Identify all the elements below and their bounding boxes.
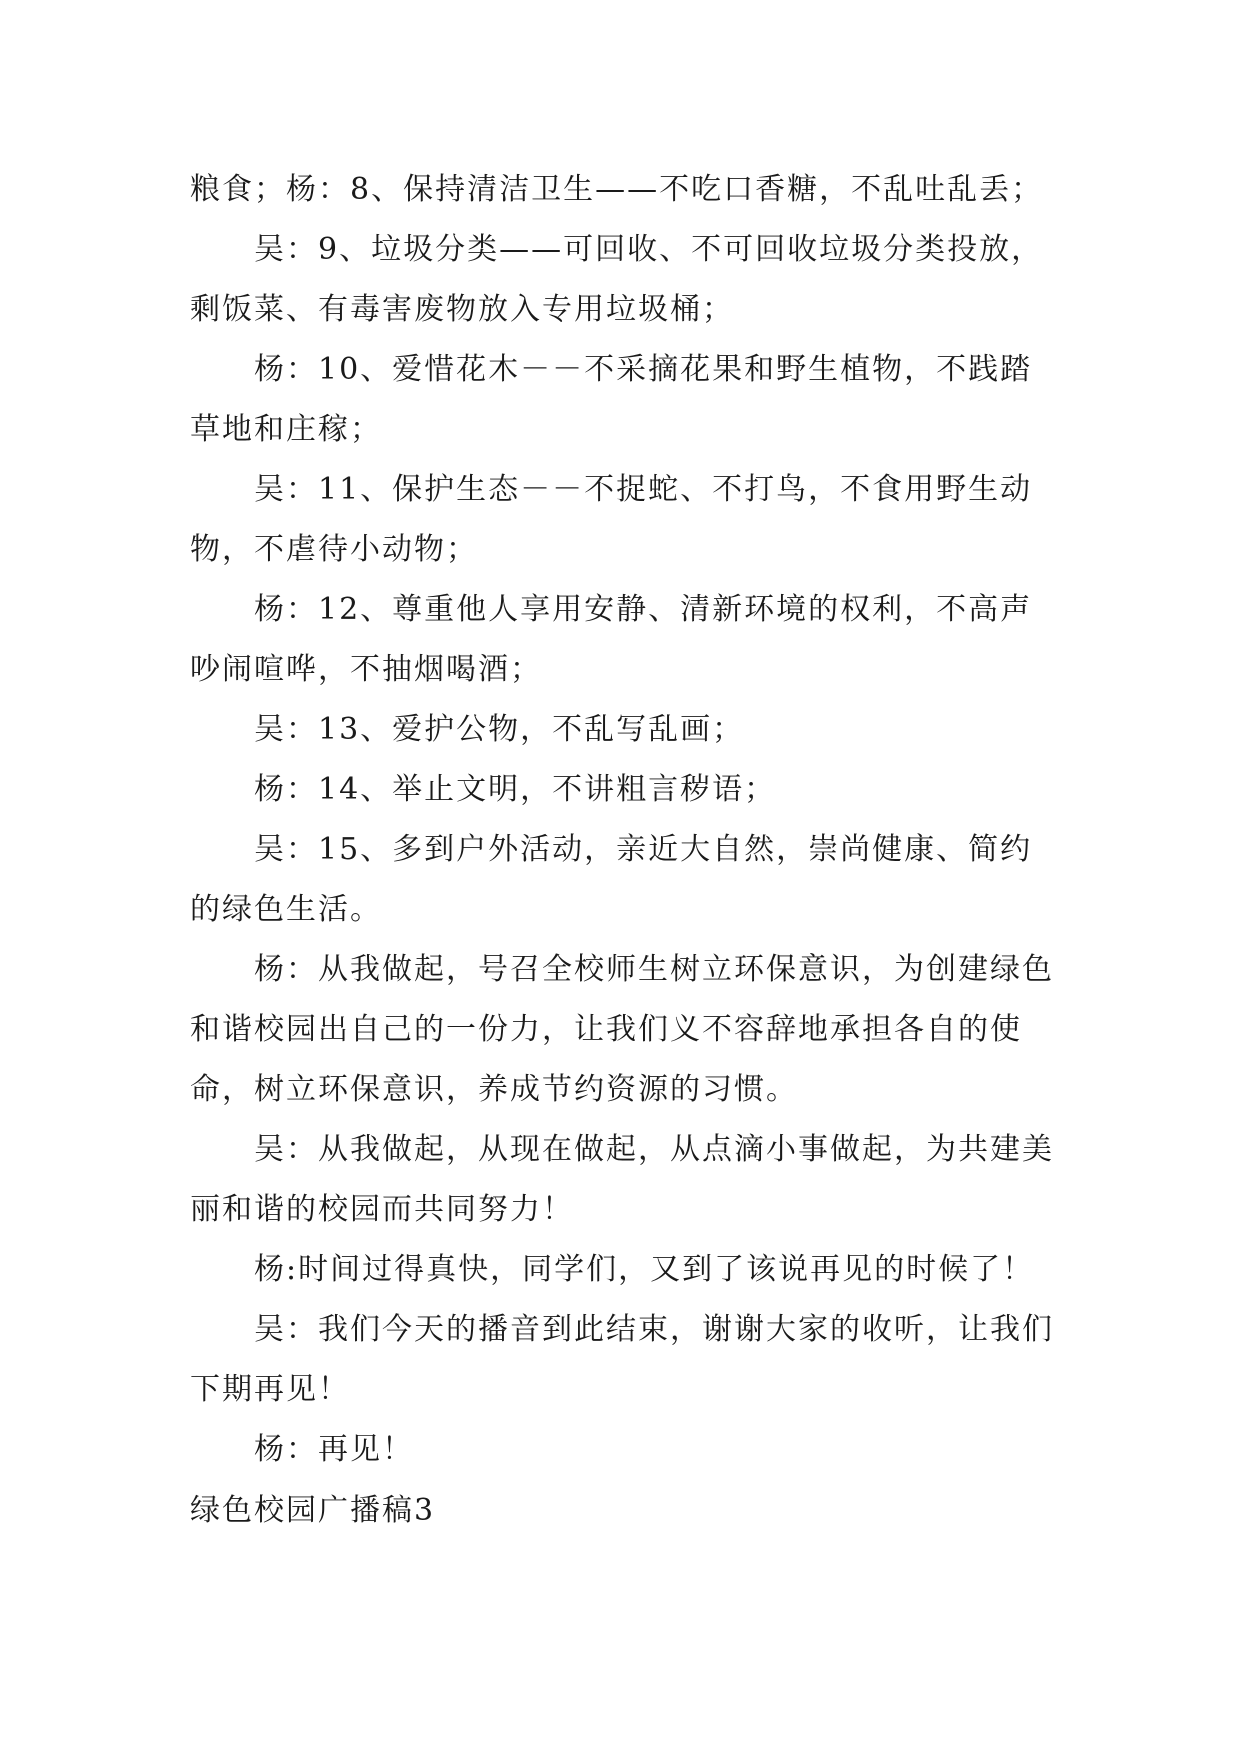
paragraph: 杨:时间过得真快，同学们，又到了该说再见的时候了！: [254, 1252, 1035, 1287]
paragraph: 杨：从我做起，号召全校师生树立环保意识，为创建绿色和谐校园出自己的一份力，让我们义不容辞地承担各自的使命，树立环保意识，养成节约资源的习惯。: [190, 952, 1054, 1107]
paragraph: 吴：9、垃圾分类——可回收、不可回收垃圾分类投放，剩饭菜、有毒害废物放入专用垃圾桶；: [190, 232, 1044, 327]
document-body: [190, 160, 1055, 1480]
paragraph: 杨：12、尊重他人享用安静、清新环境的权利，不高声吵闹喧哗，不抽烟喝酒；: [190, 592, 1033, 687]
paragraph: 吴：11、保护生态－－不捉蛇、不打鸟，不食用野生动物，不虐待小动物；: [190, 472, 1033, 567]
paragraph: 杨：再见！: [254, 1432, 414, 1467]
paragraph: 吴：我们今天的播音到此结束，谢谢大家的收听，让我们下期再见！: [190, 1312, 1054, 1407]
paragraph: 吴：15、多到户外活动，亲近大自然，崇尚健康、简约的绿色生活。: [190, 832, 1033, 927]
section-heading: 绿色校园广播稿3: [190, 1493, 436, 1528]
paragraph: 粮食；杨：8、保持清洁卫生——不吃口香糖，不乱吐乱丢；: [190, 172, 1044, 207]
paragraph: 吴：从我做起，从现在做起，从点滴小事做起，为共建美丽和谐的校园而共同努力！: [190, 1132, 1054, 1227]
paragraph: 吴：13、爱护公物，不乱写乱画；: [254, 712, 745, 747]
paragraph: 杨：14、举止文明，不讲粗言秽语；: [254, 772, 777, 807]
paragraph: 杨：10、爱惜花木－－不采摘花果和野生植物，不践踏草地和庄稼；: [190, 352, 1033, 447]
